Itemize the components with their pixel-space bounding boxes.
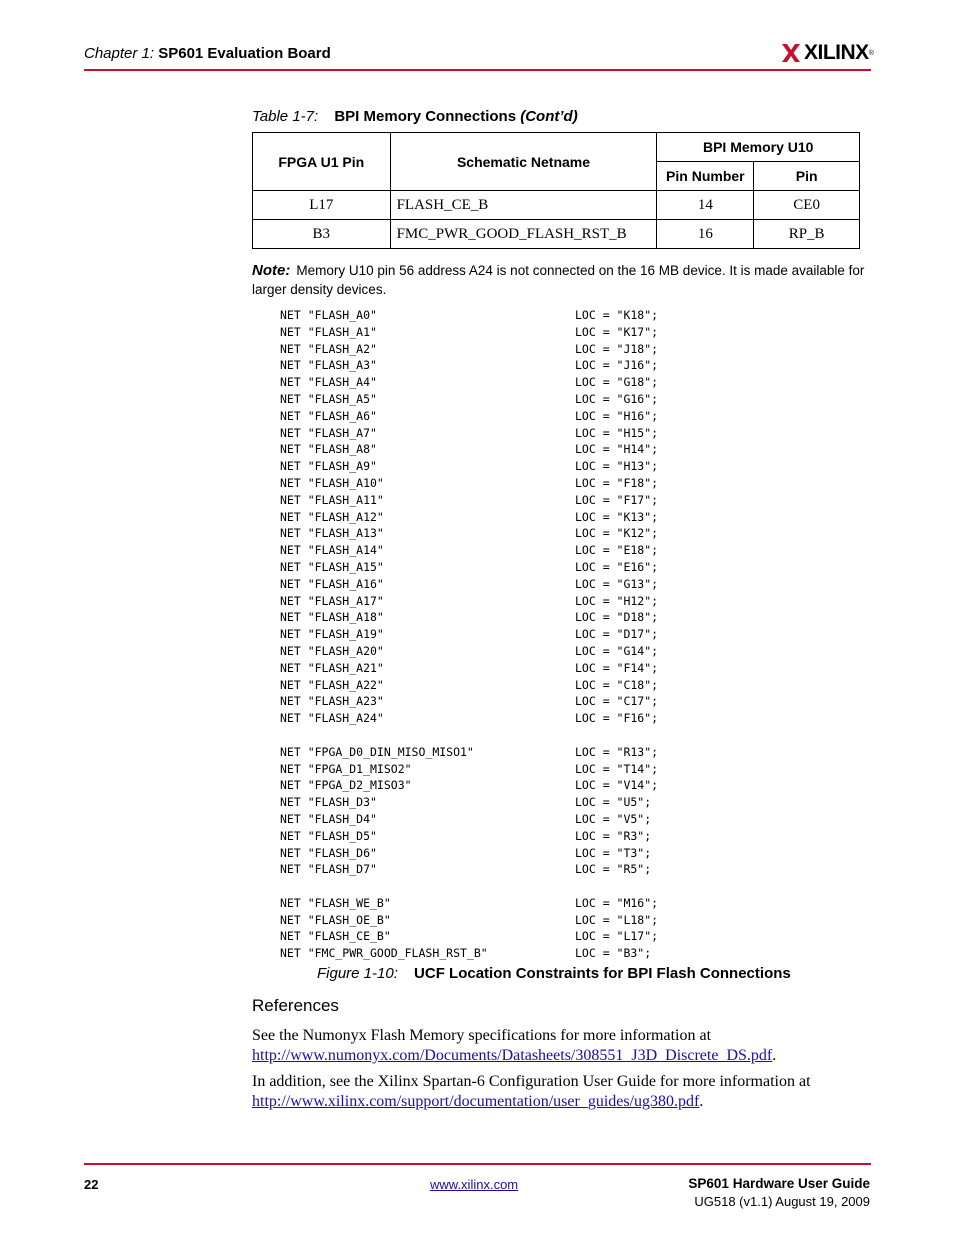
- loc-constraint: LOC = "D17";: [575, 627, 659, 642]
- loc-constraint: LOC = "G13";: [575, 576, 659, 591]
- net-name: NET "FLASH_A18": [280, 610, 384, 625]
- loc-constraint: LOC = "K12";: [575, 526, 659, 541]
- cell-pin-number: 16: [657, 220, 754, 249]
- code-line: [280, 441, 658, 458]
- code-line: [280, 761, 658, 778]
- net-name: NET "FLASH_D6": [280, 845, 377, 860]
- cell-netname: FMC_PWR_GOOD_FLASH_RST_B: [390, 220, 657, 249]
- xilinx-x-icon: [782, 44, 800, 62]
- header-fpga-pin: FPGA U1 Pin: [253, 133, 391, 191]
- chapter-title: SP601 Evaluation Board: [158, 45, 331, 62]
- net-name: NET "FLASH_A22": [280, 677, 384, 692]
- code-line: [280, 593, 658, 610]
- figure-caption-label: Figure 1-10:: [317, 965, 398, 982]
- code-line: [280, 744, 658, 761]
- period: .: [772, 1047, 777, 1064]
- ucf-code-listing: [280, 307, 658, 962]
- net-name: NET "FPGA_D2_MISO3": [280, 778, 412, 793]
- table-caption-label: Table 1-7:: [252, 108, 319, 125]
- table-row: [253, 220, 860, 249]
- code-line: [280, 912, 658, 929]
- loc-constraint: LOC = "J18";: [575, 341, 659, 356]
- header-rule: [84, 69, 871, 71]
- period: .: [699, 1093, 704, 1110]
- loc-constraint: LOC = "F16";: [575, 711, 659, 726]
- loc-constraint: LOC = "G18";: [575, 375, 659, 390]
- net-name: NET "FLASH_A8": [280, 442, 377, 457]
- code-line: [280, 643, 658, 660]
- net-name: NET "FLASH_OE_B": [280, 912, 391, 927]
- net-name: NET "FLASH_A14": [280, 543, 384, 558]
- loc-constraint: LOC = "H15";: [575, 425, 659, 440]
- code-line: [280, 559, 658, 576]
- code-line: [280, 660, 658, 677]
- loc-constraint: LOC = "G14";: [575, 643, 659, 658]
- chapter-label: Chapter 1:: [84, 45, 155, 62]
- numonyx-link[interactable]: http://www.numonyx.com/Documents/Datasheets/308551_J3D_Discrete_DS.pdf: [252, 1047, 773, 1064]
- code-line: [280, 710, 658, 727]
- footer-doc-id: UG518 (v1.1) August 19, 2009: [694, 1194, 870, 1209]
- code-line: [280, 811, 658, 828]
- cell-fpga-pin: B3: [253, 220, 391, 249]
- code-line: [280, 945, 658, 962]
- net-name: NET "FLASH_CE_B": [280, 929, 391, 944]
- net-name: NET "FLASH_A11": [280, 492, 384, 507]
- code-line: [280, 845, 658, 862]
- net-name: NET "FLASH_A10": [280, 475, 384, 490]
- figure-caption-title: UCF Location Constraints for BPI Flash Connections: [414, 965, 791, 982]
- loc-constraint: LOC = "U5";: [575, 795, 652, 810]
- ug380-link[interactable]: http://www.xilinx.com/support/documentation/user_guides/ug380.pdf: [252, 1093, 700, 1110]
- net-name: NET "FLASH_D5": [280, 828, 377, 843]
- code-line: [280, 307, 658, 324]
- loc-constraint: LOC = "H16";: [575, 408, 659, 423]
- net-name: NET "FLASH_A20": [280, 643, 384, 658]
- code-line: [280, 475, 658, 492]
- code-line: [280, 357, 658, 374]
- table-caption-suffix: (Cont’d): [520, 108, 578, 125]
- net-name: NET "FLASH_A15": [280, 559, 384, 574]
- loc-constraint: LOC = "C18";: [575, 677, 659, 692]
- loc-constraint: LOC = "J16";: [575, 358, 659, 373]
- note-text: Memory U10 pin 56 address A24 is not connected on the 16 MB device. It is made available for larger density devices.: [252, 263, 865, 297]
- code-line: [280, 677, 658, 694]
- footer-guide-title: SP601 Hardware User Guide: [688, 1176, 870, 1191]
- code-line: [280, 777, 658, 794]
- code-line: [280, 374, 658, 391]
- code-line: [280, 425, 658, 442]
- net-name: NET "FLASH_A4": [280, 375, 377, 390]
- net-name: NET "FLASH_D3": [280, 795, 377, 810]
- header-bpi-group: BPI Memory U10: [657, 133, 860, 162]
- loc-constraint: LOC = "V5";: [575, 811, 652, 826]
- code-line: [280, 576, 658, 593]
- cell-pin: RP_B: [754, 220, 860, 249]
- code-line: [280, 895, 658, 912]
- code-line: [280, 928, 658, 945]
- loc-constraint: LOC = "R5";: [575, 862, 652, 877]
- code-line: [280, 828, 658, 845]
- net-name: NET "FLASH_A19": [280, 627, 384, 642]
- footer-url-link[interactable]: www.xilinx.com: [430, 1177, 519, 1192]
- code-line: [280, 609, 658, 626]
- loc-constraint: LOC = "K13";: [575, 509, 659, 524]
- chapter-header: [84, 45, 331, 62]
- net-name: NET "FLASH_A1": [280, 324, 377, 339]
- code-group-data: [280, 744, 658, 878]
- page-number: 22: [84, 1177, 99, 1192]
- net-name: NET "FMC_PWR_GOOD_FLASH_RST_B": [280, 946, 488, 961]
- net-name: NET "FLASH_A21": [280, 660, 384, 675]
- cell-netname: FLASH_CE_B: [390, 191, 657, 220]
- loc-constraint: LOC = "F17";: [575, 492, 659, 507]
- code-line: [280, 794, 658, 811]
- code-line: [280, 525, 658, 542]
- loc-constraint: LOC = "F14";: [575, 660, 659, 675]
- loc-constraint: LOC = "D18";: [575, 610, 659, 625]
- code-group-control: [280, 895, 658, 962]
- net-name: NET "FLASH_A12": [280, 509, 384, 524]
- loc-constraint: LOC = "M16";: [575, 895, 659, 910]
- loc-constraint: LOC = "F18";: [575, 475, 659, 490]
- loc-constraint: LOC = "K17";: [575, 324, 659, 339]
- net-name: NET "FLASH_A24": [280, 711, 384, 726]
- references-heading: References: [252, 996, 339, 1015]
- code-line: [280, 492, 658, 509]
- net-name: NET "FLASH_D4": [280, 811, 377, 826]
- loc-constraint: LOC = "H12";: [575, 593, 659, 608]
- code-line: [280, 324, 658, 341]
- net-name: NET "FLASH_A2": [280, 341, 377, 356]
- code-line: [280, 693, 658, 710]
- loc-constraint: LOC = "C17";: [575, 694, 659, 709]
- references-paragraph-2: [252, 1072, 811, 1112]
- footer-rule: [84, 1163, 871, 1165]
- header-pin-number: Pin Number: [657, 162, 754, 191]
- code-line: [280, 542, 658, 559]
- code-line: [280, 391, 658, 408]
- header-pin: Pin: [754, 162, 860, 191]
- table-caption-title: BPI Memory Connections: [334, 108, 517, 125]
- xilinx-logo: [782, 40, 874, 66]
- logo-wordmark: XILINX: [804, 41, 869, 64]
- logo-registered: ®: [868, 49, 874, 57]
- note-label: Note:: [252, 262, 291, 279]
- code-line: [280, 626, 658, 643]
- net-name: NET "FLASH_A5": [280, 391, 377, 406]
- table-caption: [252, 108, 578, 125]
- header-netname: Schematic Netname: [390, 133, 657, 191]
- net-name: NET "FPGA_D1_MISO2": [280, 761, 412, 776]
- loc-constraint: LOC = "E16";: [575, 559, 659, 574]
- note: [252, 261, 872, 299]
- net-name: NET "FLASH_A3": [280, 358, 377, 373]
- code-line: [280, 408, 658, 425]
- para-text: See the Numonyx Flash Memory specifications for more information at: [252, 1027, 712, 1044]
- references-paragraph-1: [252, 1026, 776, 1066]
- net-name: NET "FLASH_A13": [280, 526, 384, 541]
- cell-fpga-pin: L17: [253, 191, 391, 220]
- loc-constraint: LOC = "E18";: [575, 543, 659, 558]
- net-name: NET "FLASH_A0": [280, 308, 377, 322]
- code-line: [280, 861, 658, 878]
- cell-pin: CE0: [754, 191, 860, 220]
- code-line: [280, 458, 658, 475]
- figure-caption: [317, 965, 791, 982]
- para-text: In addition, see the Xilinx Spartan-6 Configuration User Guide for more information at: [252, 1073, 811, 1090]
- loc-constraint: LOC = "B3";: [575, 946, 652, 961]
- loc-constraint: LOC = "L17";: [575, 929, 659, 944]
- loc-constraint: LOC = "R3";: [575, 828, 652, 843]
- loc-constraint: LOC = "L18";: [575, 912, 659, 927]
- loc-constraint: LOC = "R13";: [575, 744, 659, 759]
- net-name: NET "FLASH_WE_B": [280, 895, 391, 910]
- loc-constraint: LOC = "K18";: [575, 308, 659, 322]
- cell-pin-number: 14: [657, 191, 754, 220]
- code-line: [280, 509, 658, 526]
- loc-constraint: LOC = "T3";: [575, 845, 652, 860]
- net-name: NET "FLASH_A16": [280, 576, 384, 591]
- code-line: [280, 341, 658, 358]
- net-name: NET "FPGA_D0_DIN_MISO_MISO1": [280, 744, 474, 759]
- net-name: NET "FLASH_A7": [280, 425, 377, 440]
- loc-constraint: LOC = "V14";: [575, 778, 659, 793]
- code-group-address: [280, 307, 658, 727]
- loc-constraint: LOC = "H13";: [575, 459, 659, 474]
- table-row: [253, 191, 860, 220]
- loc-constraint: LOC = "H14";: [575, 442, 659, 457]
- bpi-memory-table: [252, 132, 860, 249]
- net-name: NET "FLASH_D7": [280, 862, 377, 877]
- net-name: NET "FLASH_A6": [280, 408, 377, 423]
- net-name: NET "FLASH_A17": [280, 593, 384, 608]
- loc-constraint: LOC = "T14";: [575, 761, 659, 776]
- net-name: NET "FLASH_A9": [280, 459, 377, 474]
- loc-constraint: LOC = "G16";: [575, 391, 659, 406]
- net-name: NET "FLASH_A23": [280, 694, 384, 709]
